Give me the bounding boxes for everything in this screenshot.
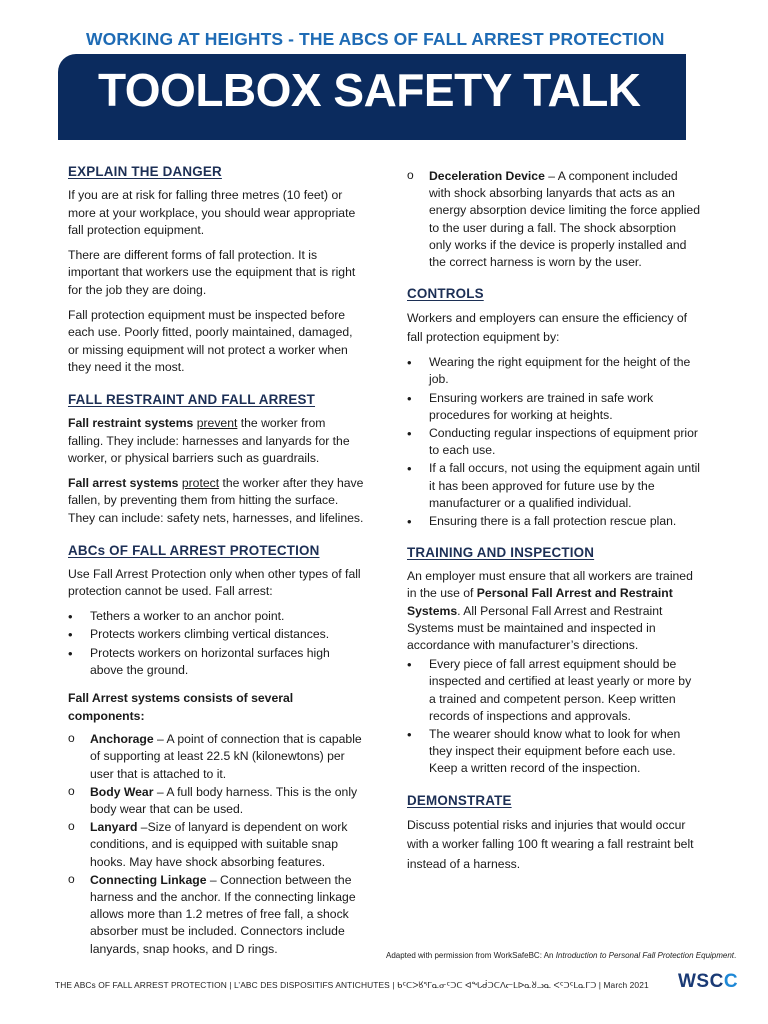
component-term: Deceleration Device — [429, 169, 545, 183]
component-body-wear — [68, 784, 364, 818]
training-paragraph — [407, 568, 700, 654]
explain-paragraph-1: If you are at risk for falling three metres (10 feet) or more at your workplace, you should wear appropriate fall protection equipment. — [68, 188, 356, 238]
controls-list — [407, 354, 700, 530]
section-controls — [407, 285, 700, 530]
section-fall-restraint — [68, 391, 364, 528]
explain-paragraph-3: Fall protection equipment must be inspected before each use. Poorly fitted, poorly maintained, damaged, or missing equipment will not protect a worker when they need it the most. — [68, 307, 353, 375]
component-term: Body Wear — [90, 784, 154, 799]
heading-abcs: ABCs OF FALL ARREST PROTECTION — [68, 542, 320, 558]
logo-main: WSC — [678, 971, 724, 992]
list-item: • Wearing the right equipment for the height of the job. — [407, 354, 700, 388]
list-item: • The wearer should know what to look for when they inspect their equipment before each use. Keep a written record of the inspection. — [407, 726, 700, 778]
heading-explain-danger: EXPLAIN THE DANGER — [68, 164, 222, 179]
list-item: • Ensuring workers are trained in safe work procedures for working at heights. — [407, 390, 700, 424]
component-text: –Size of lanyard is dependent on work conditions, and is equipped with suitable snap hooks. May have shock absorbing features. — [90, 820, 348, 869]
arrest-paragraph — [68, 475, 364, 528]
component-term: Lanyard — [90, 820, 138, 835]
list-item: • Protects workers climbing vertical distances. — [68, 626, 364, 644]
controls-intro: Workers and employers can ensure the efficiency of fall protection equipment by: — [407, 311, 688, 345]
components-heading-text: Fall Arrest systems consists of several components: — [68, 691, 294, 723]
demonstrate-text: Discuss potential risks and injuries that would occur with a worker falling 100 ft wearing a fall restraint belt instead of a harness. — [407, 817, 694, 871]
heading-demonstrate: DEMONSTRATE — [407, 792, 512, 808]
abcs-intro: Use Fall Arrest Protection only when other types of fall protection cannot be used. Fall arrest: — [68, 566, 361, 599]
heading-fall-restraint: FALL RESTRAINT AND FALL ARREST — [68, 391, 316, 407]
components-heading — [68, 690, 364, 725]
components-list-continued — [407, 168, 700, 271]
credit-note — [386, 951, 736, 960]
component-lanyard — [68, 819, 364, 871]
arrest-term: Fall arrest systems — [68, 475, 179, 490]
document-title: TOOLBOX SAFETY TALK — [98, 64, 641, 116]
components-list — [68, 731, 364, 958]
restraint-paragraph — [68, 415, 364, 468]
section-explain-danger — [68, 163, 364, 377]
component-anchorage — [68, 731, 364, 783]
list-item: • If a fall occurs, not using the equipment again until it has been approved for future use by the manufacturer or a qualified individual. — [407, 460, 700, 512]
document-subtitle: WORKING AT HEIGHTS - THE ABCS OF FALL ARREST PROTECTION — [86, 29, 665, 49]
left-column — [68, 163, 364, 972]
abcs-bullet-list — [68, 608, 364, 680]
component-deceleration-device — [407, 168, 700, 271]
component-connecting-linkage — [68, 872, 364, 958]
explain-paragraph-2: There are different forms of fall protection. It is important that workers use the equipment that is right for the job they are doing. — [68, 247, 356, 297]
list-item: • Every piece of fall arrest equipment should be inspected and certified at least yearly or more by a trained and competent person. Keep written records of inspections and approvals. — [407, 656, 700, 725]
training-text-start: An employer must ensure that all workers are trained in the use of — [407, 569, 693, 601]
page-footer: THE ABCs OF FALL ARREST PROTECTION | L’ABC DES DISPOSITIFS ANTICHUTES | ᑲᑦᑕᐳᖉᕐᒥᓇᓂᑦᑐᑕ ᐊᖓᑰᑐᑕᐱᓕᒪᐅᓇᖈᓗᓇ ᐸᑦᑐᑦᒪᓇᒥᑐ | March 2021 — [55, 980, 649, 990]
component-text: – A component included with shock absorbing lanyards that acts as an energy absorption device limiting the force applied to the user during a fall. The shock absorption only works if the device is properly installed and the correct harness is worn by the user. — [429, 169, 700, 270]
restraint-text: the worker from falling. They include: harnesses and lanyards for the worker, or physical barriers such as guardrails. — [68, 415, 350, 466]
component-term: Connecting Linkage — [90, 872, 207, 887]
list-item: • Conducting regular inspections of equipment prior to each use. — [407, 425, 700, 459]
title-banner — [58, 54, 686, 140]
list-item: • Tethers a worker to an anchor point. — [68, 608, 364, 626]
training-bold: Personal Fall Arrest and Restraint Systems — [407, 586, 673, 618]
component-text: – A full body harness. This is the only body wear that can be used. — [90, 784, 358, 817]
credit-title: Introduction to Personal Fall Protection Equipment — [555, 951, 735, 960]
component-text: – A point of connection that is capable of supporting at least 22.5 kN (kilonewtons) per user that is attached to it. — [90, 732, 362, 781]
section-abcs — [68, 542, 364, 958]
component-term: Anchorage — [90, 732, 154, 747]
credit-prefix: Adapted with permission from WorkSafeBC: An — [386, 951, 556, 960]
section-demonstrate — [407, 792, 700, 875]
credit-suffix: . — [734, 951, 737, 960]
right-column — [407, 168, 700, 888]
logo-accent: C — [723, 971, 739, 992]
arrest-text: the worker after they have fallen, by preventing them from hitting the surface. They can include: safety nets, harnesses, and lifelines. — [68, 475, 364, 525]
training-list — [407, 656, 700, 777]
arrest-underline: protect — [181, 475, 220, 490]
heading-controls: CONTROLS — [407, 286, 484, 302]
restraint-term: Fall restraint systems — [68, 415, 194, 430]
wscc-logo — [678, 971, 738, 993]
component-text: – Connection between the harness and the anchor. If the connecting linkage allows more than 1.2 metres of free fall, a shock absorber must be included. Connectors include lanyards, snap hooks, and D rings. — [90, 872, 356, 956]
section-training — [407, 544, 700, 777]
restraint-underline: prevent — [196, 415, 238, 430]
list-item: • Protects workers on horizontal surfaces high above the ground. — [68, 645, 364, 680]
list-item: • Ensuring there is a fall protection rescue plan. — [407, 513, 700, 530]
training-text-end: . All Personal Fall Arrest and Restraint Systems must be maintained and inspected in accordance with manufacturer’s directions. — [407, 603, 663, 653]
heading-training: TRAINING AND INSPECTION — [407, 545, 595, 561]
